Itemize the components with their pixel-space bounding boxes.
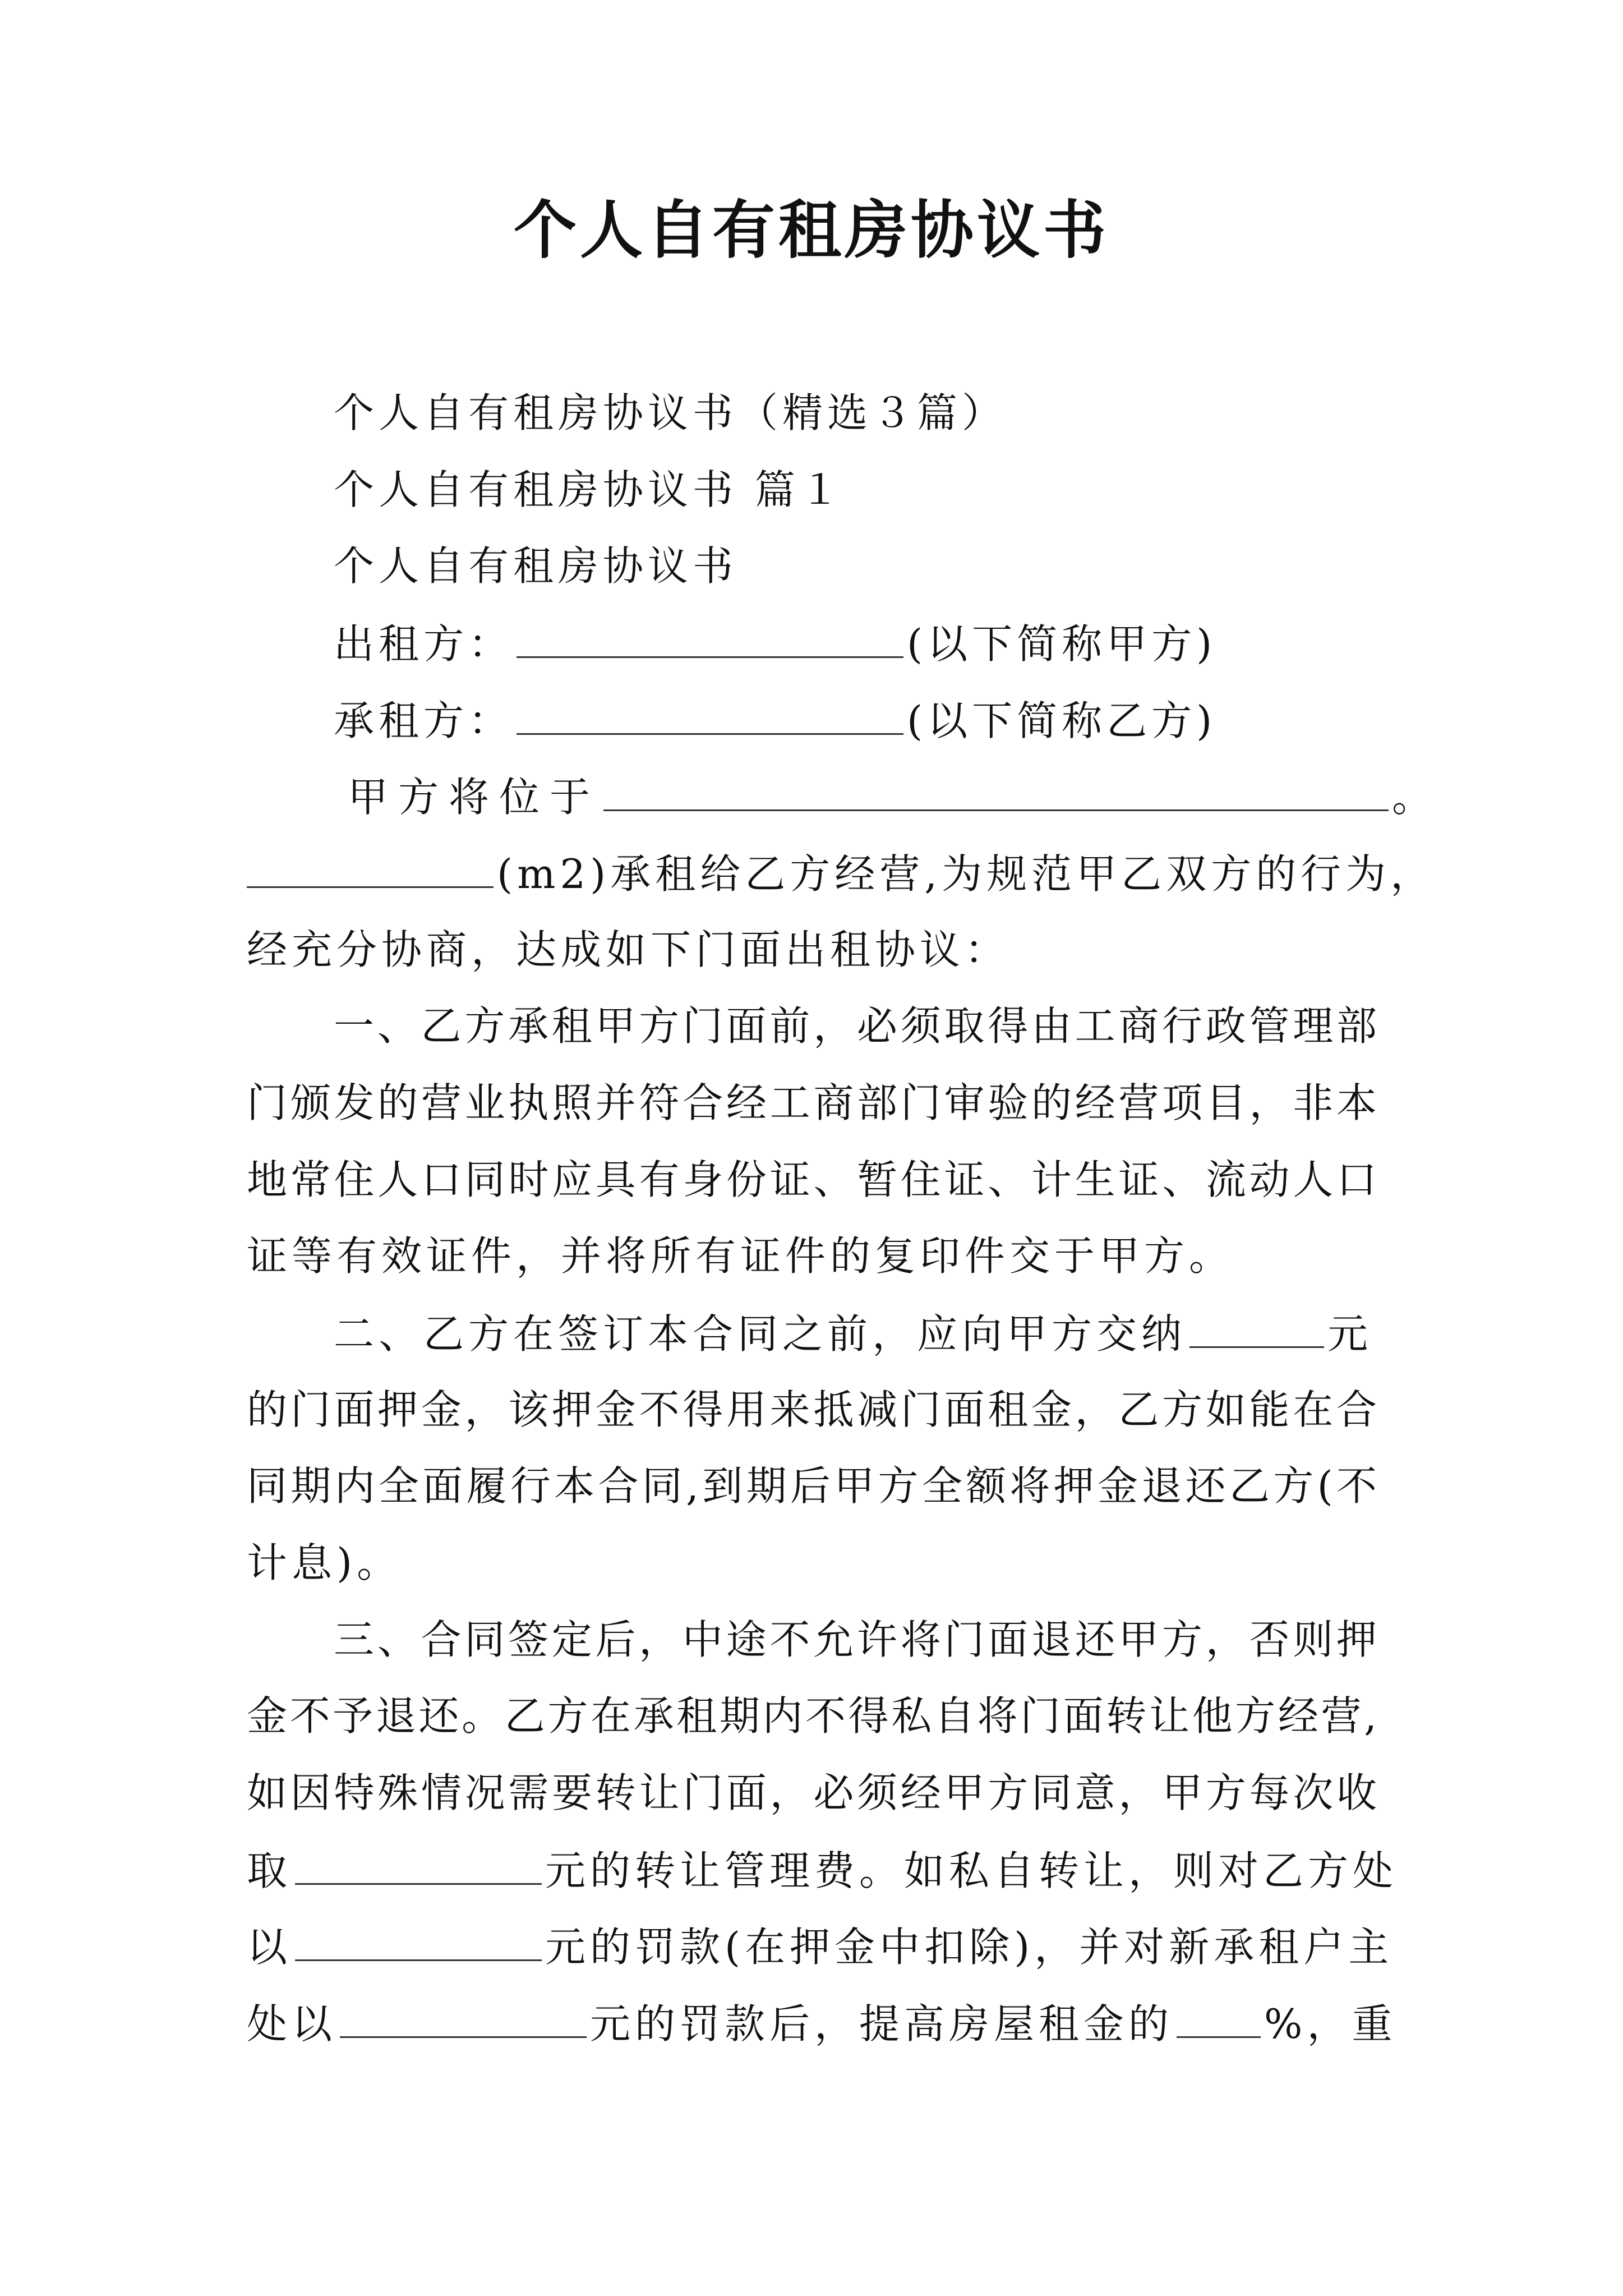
clause-2-line-2: 的门面押金，该押金不得用来抵减门面租金，乙方如能在合 — [247, 1386, 1377, 1433]
clause-2-line-3: 同期内全面履行本合同,到期后甲方全额将押金退还乙方(不 — [247, 1462, 1377, 1510]
clause-3-line-5 — [247, 1924, 1394, 1971]
penalty-blank[interactable] — [295, 1926, 542, 1961]
agreement-heading: 个人自有租房协议书 — [334, 542, 738, 590]
lessor-label: 出租方： — [334, 620, 514, 668]
lessee-blank[interactable] — [517, 700, 903, 735]
section-heading: 个人自有租房协议书 篇１ — [334, 466, 845, 513]
lessor-line — [334, 620, 1217, 668]
clause-3-line-6 — [247, 2000, 1397, 2047]
clause-2-text: 二、乙方在签订本合同之前，应向甲方交纳 — [334, 1310, 1187, 1358]
new-tenant-penalty-blank[interactable] — [340, 2003, 587, 2038]
clause-3-line-1: 三、合同签定后，中途不允许将门面退还甲方，否则押 — [334, 1616, 1377, 1663]
location-suffix: 。 — [1392, 774, 1443, 821]
document-title: 个人自有租房协议书 — [514, 194, 1109, 267]
location-line — [348, 774, 1443, 821]
clause-3-penalty-text: 元的罚款(在押金中扣除)，并对新承租户主 — [545, 1924, 1394, 1971]
location-blank[interactable] — [603, 776, 1389, 811]
clause-2-line-1 — [334, 1310, 1373, 1358]
clause-3-line-4 — [247, 1847, 1398, 1894]
clause-3-percent: %，重 — [1264, 2000, 1397, 2047]
clause-1-line-3: 地常住人口同时应具有身份证、暂住证、计生证、流动人口 — [247, 1156, 1377, 1203]
rent-percent-blank[interactable] — [1177, 2003, 1261, 2038]
clause-3-line-3: 如因特殊情况需要转让门面，必须经甲方同意，甲方每次收 — [247, 1769, 1377, 1816]
clause-1-line-1: 一、乙方承租甲方门面前，必须取得由工商行政管理部 — [334, 1002, 1377, 1050]
deposit-blank[interactable] — [1189, 1313, 1324, 1348]
area-blank[interactable] — [247, 853, 494, 888]
clause-3-transfer-text: 元的转让管理费。如私自转让，则对乙方处 — [545, 1847, 1398, 1894]
clause-1-line-4: 证等有效证件，并将所有证件的复印件交于甲方。 — [247, 1232, 1234, 1280]
clause-3-line-2: 金不予退还。乙方在承租期内不得私自将门面转让他方经营, — [247, 1692, 1377, 1740]
lessee-line — [334, 697, 1217, 744]
area-suffix: (m2)承租给乙方经营,为规范甲乙双方的行为， — [497, 850, 1436, 898]
area-line — [247, 850, 1436, 898]
negotiation-line: 经充分协商，达成如下门面出租协议： — [247, 926, 1010, 973]
lessee-suffix: (以下简称乙方) — [907, 697, 1217, 744]
clause-3-punish: 处以 — [247, 2000, 337, 2047]
lessor-blank[interactable] — [517, 623, 903, 658]
clause-2-unit: 元 — [1327, 1310, 1373, 1358]
clause-2-line-4: 计息)。 — [247, 1539, 402, 1586]
transfer-fee-blank[interactable] — [295, 1849, 542, 1885]
location-label: 甲方将位于 — [348, 774, 601, 821]
lessee-label: 承租方： — [334, 697, 514, 744]
lessor-suffix: (以下简称甲方) — [907, 620, 1217, 668]
subtitle-selected: 个人自有租房协议书（精选３篇） — [334, 389, 1007, 436]
clause-1-line-2: 门颁发的营业执照并符合经工商部门审验的经营项目，非本 — [247, 1079, 1377, 1126]
clause-3-rent-text: 元的罚款后，提高房屋租金的 — [590, 2000, 1174, 2047]
clause-3-take: 取 — [247, 1847, 292, 1894]
clause-3-by: 以 — [247, 1924, 292, 1971]
